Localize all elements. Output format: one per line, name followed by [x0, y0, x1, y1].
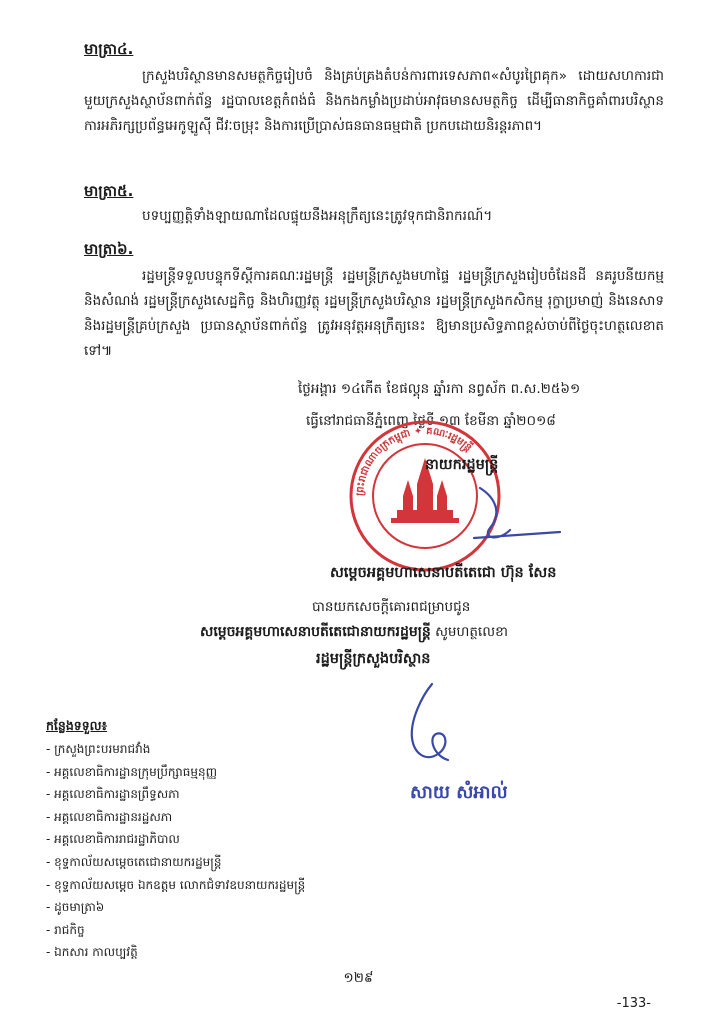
signature-title: នាយករដ្ឋមន្ត្រី: [425, 457, 499, 473]
cc-list: [46, 738, 305, 964]
cc-list-item: - ខុទ្ទកាល័យសម្តេច ឯកឧត្តម លោកជំទាវឧបនាយករដ្ឋមន្ត្រី: [46, 877, 306, 892]
article-6-heading: មាត្រា៦.: [84, 240, 134, 258]
respect-line-2: [200, 622, 508, 643]
respect-name: សម្តេចអគ្គមហាសេនាបតីតេជោនាយករដ្ឋមន្ត្រី: [200, 624, 431, 640]
cc-list-item: - ខុទ្ទកាល័យសម្តេចតេជោនាយករដ្ឋមន្ត្រី: [46, 854, 222, 869]
cc-list-item: - អគ្គលេខាធិការដ្ឋានព្រឹទ្ធសភា: [46, 787, 180, 802]
cc-list-item: - រាជកិច្ច: [46, 922, 85, 937]
article-4-heading: មាត្រា៤.: [84, 40, 134, 58]
cc-list-item: - ឯកសារ កាលប្បវត្តិ: [46, 945, 138, 960]
minister-title: រដ្ឋមន្ត្រីក្រសួងបរិស្ថាន: [316, 651, 431, 667]
article-6-text: រដ្ឋមន្ត្រីទទួលបន្ទុកទីស្តីការគណៈរដ្ឋមន្ត្រី រដ្ឋមន្ត្រីក្រសួងមហាផ្ទៃ រដ្ឋមន្ត្រីក្រសួងរៀបចំដែនដី នគរូបនីយកម្ម និងសំណង់ រដ្ឋមន្ត្រីក្រសួងសេដ្ឋកិច្ច និងហិរញ្ញវត្ថុ រដ្ឋមន្ត្រីក្រសួងបរិស្ថាន រដ្ឋមន្ត្រីក្រសួងកសិកម្ម រុក្ខាប្រមាញ់ និងនេសាទ និងរដ្ឋមន្ត្រីគ្រប់ក្រសួង ប្រធានស្ថាប័នពាក់ព័ន្ធ ត្រូវអនុវត្តអនុក្រឹត្យនេះ ឱ្យមានប្រសិទ្ធភាពខ្ពស់ចាប់ពីថ្ងៃចុះហត្ថលេខាតទៅ៕: [84, 268, 664, 359]
cc-list-item: - អគ្គលេខាធិការរាជរដ្ឋាភិបាល: [46, 832, 180, 847]
cc-list-item: - ក្រសួងព្រះបរមរាជវាំង: [46, 742, 151, 756]
solar-date: ធ្វើនៅរាជធានីភ្នំពេញ ថ្ងៃទី ១៣ ខែមីនា ឆ្នាំ២០១៨: [306, 413, 556, 429]
cc-list-item: - អគ្គលេខាធិការដ្ឋានរដ្ឋសភា: [46, 809, 173, 824]
cc-list-item: - អគ្គលេខាធិការដ្ឋានក្រុមប្រឹក្សាធម្មនុញ្ញ: [46, 764, 218, 779]
article-5-heading: មាត្រា៥.: [84, 182, 134, 200]
lunar-date: ថ្ងៃអង្គារ ១៤កើត ខែផល្គុន ឆ្នាំរកា នព្វស័ក ព.ស.២៥៦១: [298, 381, 581, 397]
page-number: ១២៩: [343, 970, 374, 986]
seal-ring-text: ព្រះរាជាណាចក្រកម្ពុជា ✦ គណៈរដ្ឋមន្ត្រី: [354, 425, 474, 497]
footer-page-number: -133-: [616, 996, 651, 1011]
cc-title: កន្លែងទទួល៖: [46, 718, 108, 733]
article-5-text: បទប្បញ្ញត្តិទាំងឡាយណាដែលផ្ទុយនឹងអនុក្រឹត្យនេះត្រូវទុកជានិរាករណ៍។: [142, 208, 493, 224]
minister-signature: [392, 676, 482, 776]
respect-line: បានយកសេចក្តីគោរពជម្រាបជូន: [312, 599, 471, 615]
cc-list-item: - ដូចមាត្រា៦: [46, 900, 105, 915]
prime-minister-signature: [410, 484, 570, 554]
signer-name: សម្តេចអគ្គមហាសេនាបតីតេជោ ហ៊ុន សែន: [330, 565, 557, 581]
minister-name: សាយ សំអាល់: [410, 782, 508, 803]
article-4-text: ក្រសួងបរិស្ថានមានសមត្ថកិច្ចរៀបចំ និងគ្រប់គ្រងតំបន់ការពារទេសភាព«សំបូរព្រៃគុក» ដោយសហការជាមួយក្រសួងស្ថាប័នពាក់ព័ន្ធ រដ្ឋបាលខេត្តកំពង់ធំ និងកងកម្លាំងប្រដាប់អាវុធមានសមត្ថកិច្ច ដើម្បីធានាកិច្ចគាំពារបរិស្ថាន ការអភិរក្សប្រព័ន្ធអេកូឡូស៊ី ជីវៈចម្រុះ និងការប្រើប្រាស់ធនធានធម្មជាតិ ប្រកបដោយនិរន្តរភាព។: [84, 68, 664, 134]
respect-suffix: សូមហត្ថលេខា: [435, 624, 508, 640]
